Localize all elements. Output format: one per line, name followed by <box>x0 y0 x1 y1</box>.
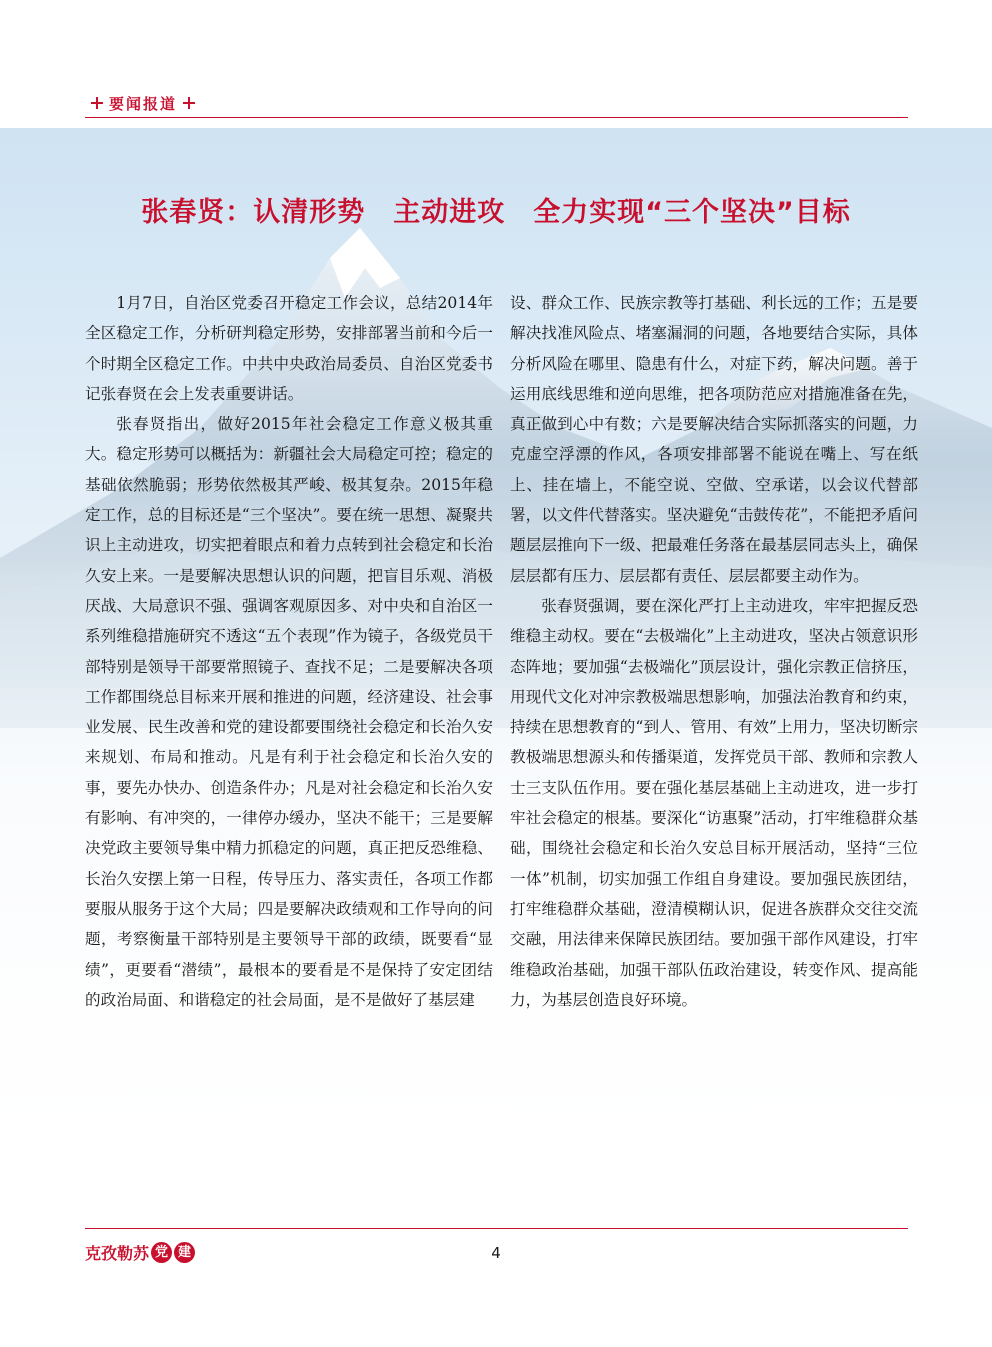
section-header <box>85 90 201 116</box>
logo-text: 克孜勒苏 <box>85 1243 150 1263</box>
article-title: 张春贤：认清形势 主动进攻 全力实现“三个坚决”目标 <box>141 197 851 228</box>
paragraph-continuation: 设、群众工作、民族宗教等打基础、利长远的工作；五是要解决找准风险点、堵塞漏洞的问题，各地要结合实际，具体分析风险在哪里、隐患有什么，对症下药，解决问题。善于运用底线思维和逆向思维，把各项防范应对措施准备在先，真正做到心中有数；六是要解决结合实际抓落实的问题，力克虚空浮漂的作风，各项安排部署不能说在嘴上、写在纸上、挂在墙上，不能空说、空做、空承诺，以会议代替部署，以文件代替落实。坚决避免“击鼓传花”，不能把矛盾问题层层推向下一级、把最难任务落在最基层同志头上，确保层层都有压力、层层都有责任、层层都要主动作为。 <box>510 294 918 585</box>
logo-build-circle: 建 <box>174 1242 195 1263</box>
left-column <box>85 288 493 1015</box>
page-number: 4 <box>491 1244 501 1262</box>
logo-party-circle: 党 <box>151 1242 172 1263</box>
cross-ornament-icon <box>183 97 195 109</box>
right-column <box>510 288 918 1015</box>
paragraph: 张春贤强调，要在深化严打上主动进攻，牢牢把握反恐维稳主动权。要在“去极端化”上主动进攻，坚决占领意识形态阵地；要加强“去极端化”顶层设计，强化宗教正信挤压，用现代文化对冲宗教极端思想影响，加强法治教育和约束，持续在思想教育的“到人、管用、有效”上用力，坚决切断宗教极端思想源头和传播渠道，发挥党员干部、教师和宗教人士三支队伍作用。要在强化基层基础上主动进攻，进一步打牢社会稳定的根基。要深化“访惠聚”活动，打牢维稳群众基础，围绕社会稳定和长治久安总目标开展活动，坚持“三位一体”机制，切实加强工作组自身建设。要加强民族团结，打牢维稳群众基础，澄清模糊认识，促进各族群众交往交流交融，用法律来保障民族团结。要加强干部作风建设，打牢维稳政治基础，加强干部队伍政治建设，转变作风、提高能力，为基层创造良好环境。 <box>510 596 918 1009</box>
publication-logo <box>85 1240 195 1264</box>
paragraph: 1月7日，自治区党委召开稳定工作会议，总结2014年全区稳定工作，分析研判稳定形势，安排部署当前和今后一个时期全区稳定工作。中共中央政治局委员、自治区党委书记张春贤在会上发表重要讲话。 <box>85 294 493 403</box>
paragraph: 张春贤指出，做好2015年社会稳定工作意义极其重大。稳定形势可以概括为：新疆社会大局稳定可控；稳定的基础依然脆弱；形势依然极其严峻、极其复杂。2015年稳定工作，总的目标还是“三个坚决”。要在统一思想、凝聚共识上主动进攻，切实把着眼点和着力点转到社会稳定和长治久安上来。一是要解决思想认识的问题，把盲目乐观、消极厌战、大局意识不强、强调客观原因多、对中央和自治区一系列维稳措施研究不透这“五个表现”作为镜子，各级党员干部特别是领导干部要常照镜子、查找不足；二是要解决各项工作都围绕总目标来开展和推进的问题，经济建设、社会事业发展、民生改善和党的建设都要围绕社会稳定和长治久安来规划、布局和推动。凡是有利于社会稳定和长治久安的事，要先办快办、创造条件办；凡是对社会稳定和长治久安有影响、有冲突的，一律停办缓办，坚决不能干；三是要解决党政主要领导集中精力抓稳定的问题，真正把反恐维稳、长治久安摆上第一日程，传导压力、落实责任，各项工作都要服从服务于这个大局；四是要解决政绩观和工作导向的问题，考察衡量干部特别是主要领导干部的政绩，既要看“显绩”，更要看“潜绩”，最根本的要看是不是保持了安定团结的政治局面、和谐稳定的社会局面，是不是做好了基层建 <box>85 415 493 1009</box>
cross-ornament-icon <box>91 97 103 109</box>
header-rule <box>85 117 908 118</box>
section-label: 要闻报道 <box>109 94 178 113</box>
footer-rule <box>85 1228 908 1229</box>
